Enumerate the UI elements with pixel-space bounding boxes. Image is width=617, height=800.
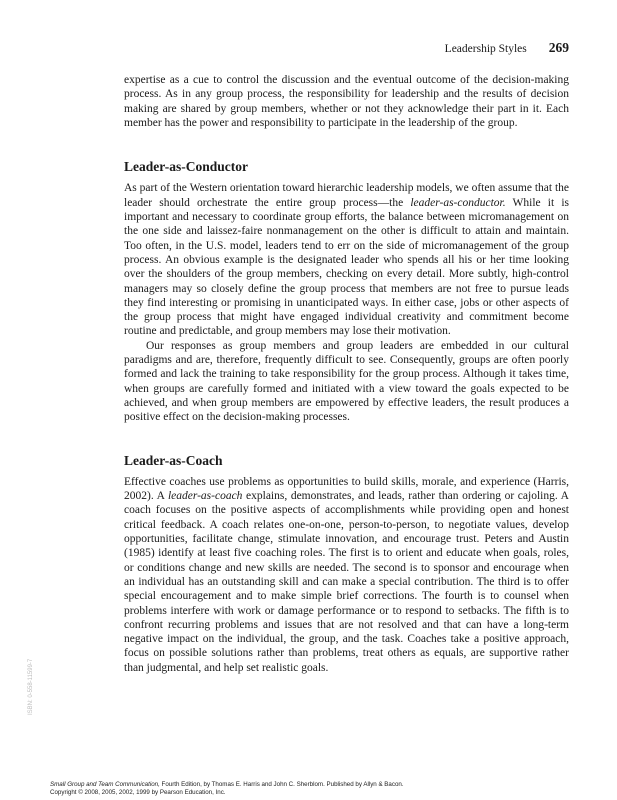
conductor-term: leader-as-conductor. xyxy=(410,196,506,209)
conductor-p1-text-b: While it is important and necessary to coordinate group efforts, the balance between micromanagement on the one side and laissez-faire nonmanagement on the other is difficult to attain and maintain. Too often, in the U.S. model, leaders tend to err on the side of micromanagement of the group process. An obvious example is the designated leader who spends all his or her time looking over the shoulders of the group members, checking on every detail. More subtly, high-control managers may so closely define the group process that members are not free to pursue leads they find interesting or promising in unanticipated ways. In either case, jobs or other aspects of the group process that might have engaged individual creativity and commitment become routine and predictable, and group members may lose their motivation. xyxy=(124,196,570,338)
page-footer xyxy=(50,781,590,797)
heading-leader-as-conductor: Leader-as-Conductor xyxy=(124,159,248,175)
page-body xyxy=(124,73,569,675)
intro-paragraph: expertise as a cue to control the discussion and the eventual outcome of the decision-making process. As in any group process, the responsibility for leadership and the results of decision making are shared by group members, whether or not they acknowledge their part in it. Each member has the power and responsibility to participate in the leadership of the group. xyxy=(124,74,569,129)
conductor-paragraph-2: Our responses as group members and group leaders are embedded in our cultural paradigms and are, therefore, frequently difficult to see. Consequently, groups are often poorly formed and lack the training to take responsibility for the group process. Although it takes time, when groups are carefully formed and initiated with a view toward the goals expected to be achieved, and when group members are empowered by effective leaders, the result produces a positive effect on the decision-making processes. xyxy=(124,339,569,424)
footer-book-details: Fourth Edition, by Thomas E. Harris and John C. Sherblom. Published by Allyn & Bacon. xyxy=(159,781,404,788)
coach-term: leader-as-coach xyxy=(167,490,243,503)
isbn-side-note: ISBN: 0-558-11599-7 xyxy=(28,658,34,715)
coach-p1-text-a: Effective coaches use problems as opportunities to build skills, morale, and experience (Harris, 2002). A xyxy=(124,475,569,503)
footer-copyright: Copyright © 2008, 2005, 2002, 1999 by Pearson Education, Inc. xyxy=(50,789,226,796)
heading-leader-as-coach: Leader-as-Coach xyxy=(124,452,223,468)
running-head xyxy=(445,40,569,56)
coach-p1-text-b: explains, demonstrates, and leads, rather than ordering or cajoling. A coach focuses on the positive aspects of accomplishments while providing open and honest critical feedback. A coach relates one-on-one, person-to-person, to negotiate values, develop opportunities, facilitate change, stimulate innovation, and encourage trust. Peters and Austin (1985) identify at least five coaching roles. The first is to orient and educate when goals, roles, or conditions change and new skills are needed. The second is to sponsor and encourage when an individual has an outstanding skill and can make a special contribution. The third is to offer special encouragement and to make simple brief corrections. The fourth is to counsel when problems interfere with work or damage performance or to respond to setbacks. The fifth is to confront recurring problems and issues that are not resolved and that can have a long-term negative impact on the individual, the group, and the task. Coaches take a positive approach, focus on possible solutions rather than problems, treat others as equals, are supportive rather than judgmental, and help set realistic goals. xyxy=(124,490,569,674)
coach-paragraph-1 xyxy=(124,475,569,675)
conductor-p1-text-a: As part of the Western orientation toward hierarchic leadership models, we often assume that the leader should orchestrate the entire group process—the xyxy=(124,182,569,209)
footer-citation xyxy=(50,781,590,789)
page-number: 269 xyxy=(548,40,569,55)
footer-book-title: Small Group and Team Communication, xyxy=(50,781,160,788)
running-title: Leadership Styles xyxy=(444,43,527,55)
conductor-paragraph-1 xyxy=(124,181,569,338)
